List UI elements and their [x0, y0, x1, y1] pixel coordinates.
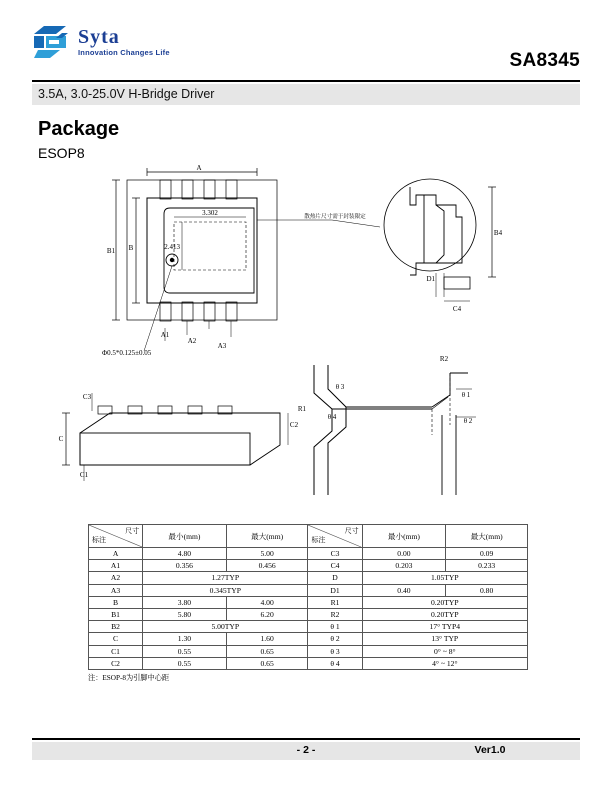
table-row	[89, 645, 528, 657]
svg-text:A3: A3	[217, 342, 227, 350]
dimension-max: 0.456	[226, 560, 308, 572]
svg-text:D1: D1	[426, 275, 435, 283]
dimension-min: 0.55	[143, 657, 227, 669]
dimension-typ-value: 5.00TYP	[143, 621, 308, 633]
table-row	[89, 548, 528, 560]
table-row	[89, 608, 528, 620]
svg-text:C1: C1	[79, 471, 89, 479]
dimension-label: R2	[308, 608, 362, 620]
document-version: Ver1.0	[474, 744, 506, 756]
dimension-min: 3.80	[143, 596, 227, 608]
svg-text:θ 3: θ 3	[335, 383, 345, 391]
svg-text:C4: C4	[452, 305, 462, 313]
dimension-label: R1	[308, 596, 362, 608]
package-drawing-svg	[32, 165, 580, 510]
svg-text:Φ0.5*0.125±0.05: Φ0.5*0.125±0.05	[102, 349, 152, 357]
header-divider	[32, 80, 580, 82]
svg-text:R1: R1	[297, 405, 306, 413]
svg-text:B: B	[128, 244, 134, 252]
dimension-typ-value: 4° ~ 12°	[362, 657, 527, 669]
dimension-label: θ 2	[308, 633, 362, 645]
page-header	[32, 24, 580, 80]
table-header-corner: 尺寸 标注	[308, 525, 362, 548]
dimension-label: C1	[89, 645, 143, 657]
dimension-max: 0.80	[446, 584, 528, 596]
dimension-min: 5.80	[143, 608, 227, 620]
dimension-label: D	[308, 572, 362, 584]
logo-icon	[32, 24, 72, 60]
logo-tagline: Innovation Changes Life	[78, 47, 170, 57]
dimension-label: θ 3	[308, 645, 362, 657]
table-header-row	[89, 525, 528, 548]
table-column-header: 最大(mm)	[226, 525, 308, 548]
dimension-max: 0.233	[446, 560, 528, 572]
dimension-max: 1.60	[226, 633, 308, 645]
logo-wordmark: Syta	[78, 25, 120, 48]
dimension-max: 0.65	[226, 657, 308, 669]
dimension-typ-value: 0.20TYP	[362, 608, 527, 620]
dimension-label: B	[89, 596, 143, 608]
dimension-label: B1	[89, 608, 143, 620]
package-name: ESOP8	[38, 145, 85, 161]
svg-text:A: A	[196, 165, 202, 172]
table-row	[89, 560, 528, 572]
product-subtitle: 3.5A, 3.0-25.0V H-Bridge Driver	[38, 87, 215, 101]
dimension-max: 4.00	[226, 596, 308, 608]
dimension-min: 0.40	[362, 584, 446, 596]
part-number: SA8345	[509, 50, 580, 71]
svg-text:2.413: 2.413	[164, 243, 180, 251]
dimension-typ-value: 17° TYP4	[362, 621, 527, 633]
table-row	[89, 596, 528, 608]
dimension-label: A	[89, 548, 143, 560]
company-logo	[32, 24, 170, 60]
table-column-header: 最小(mm)	[143, 525, 227, 548]
dimension-max: 5.00	[226, 548, 308, 560]
dimension-label: A1	[89, 560, 143, 572]
svg-text:B1: B1	[106, 247, 116, 255]
package-drawing	[32, 165, 580, 510]
dimension-label: A3	[89, 584, 143, 596]
dimension-typ-value: 0° ~ 8°	[362, 645, 527, 657]
svg-text:A2: A2	[187, 337, 197, 345]
table-row	[89, 621, 528, 633]
dimension-typ-value: 1.27TYP	[143, 572, 308, 584]
dimension-label: D1	[308, 584, 362, 596]
table-column-header: 最小(mm)	[362, 525, 446, 548]
dimension-min: 0.356	[143, 560, 227, 572]
table-row	[89, 657, 528, 669]
svg-text:R2: R2	[439, 355, 449, 363]
dimension-label: C3	[308, 548, 362, 560]
svg-text:θ 2: θ 2	[463, 417, 473, 425]
dimension-typ-value: 0.345TYP	[143, 584, 308, 596]
svg-text:B4: B4	[493, 229, 503, 237]
footer-divider	[32, 738, 580, 740]
table-header-corner: 尺寸 标注	[89, 525, 143, 548]
svg-text:θ 4: θ 4	[327, 413, 337, 421]
dimension-label: C	[89, 633, 143, 645]
dimension-min: 0.00	[362, 548, 446, 560]
table-note: 注：ESOP-8为引脚中心距	[88, 673, 170, 682]
dimension-max: 6.20	[226, 608, 308, 620]
table-row	[89, 572, 528, 584]
dimension-min: 4.80	[143, 548, 227, 560]
dimension-typ-value: 13° TYP	[362, 633, 527, 645]
dimension-min: 0.203	[362, 560, 446, 572]
dimension-typ-value: 1.05TYP	[362, 572, 527, 584]
table-column-header: 最大(mm)	[446, 525, 528, 548]
dimension-label: θ 4	[308, 657, 362, 669]
svg-text:C2: C2	[289, 421, 299, 429]
svg-text:θ 1: θ 1	[461, 391, 471, 399]
dimension-min: 1.30	[143, 633, 227, 645]
dimension-label: C4	[308, 560, 362, 572]
dimension-min: 0.55	[143, 645, 227, 657]
svg-text:散热片尺寸需于封装限定: 散热片尺寸需于封装限定	[304, 214, 366, 220]
dimension-max: 0.09	[446, 548, 528, 560]
dimension-label: C2	[89, 657, 143, 669]
svg-text:A1: A1	[160, 331, 170, 339]
svg-text:C: C	[58, 435, 64, 443]
svg-text:3.302: 3.302	[202, 209, 218, 217]
table-row	[89, 584, 528, 596]
dimension-label: A2	[89, 572, 143, 584]
table-row	[89, 633, 528, 645]
section-title: Package	[38, 118, 120, 140]
svg-text:C3: C3	[82, 393, 92, 401]
dimension-label: θ 1	[308, 621, 362, 633]
page-number: - 2 -	[296, 744, 316, 756]
dimension-typ-value: 0.20TYP	[362, 596, 527, 608]
dimension-max: 0.65	[226, 645, 308, 657]
dimension-table	[88, 524, 528, 683]
dimension-label: B2	[89, 621, 143, 633]
